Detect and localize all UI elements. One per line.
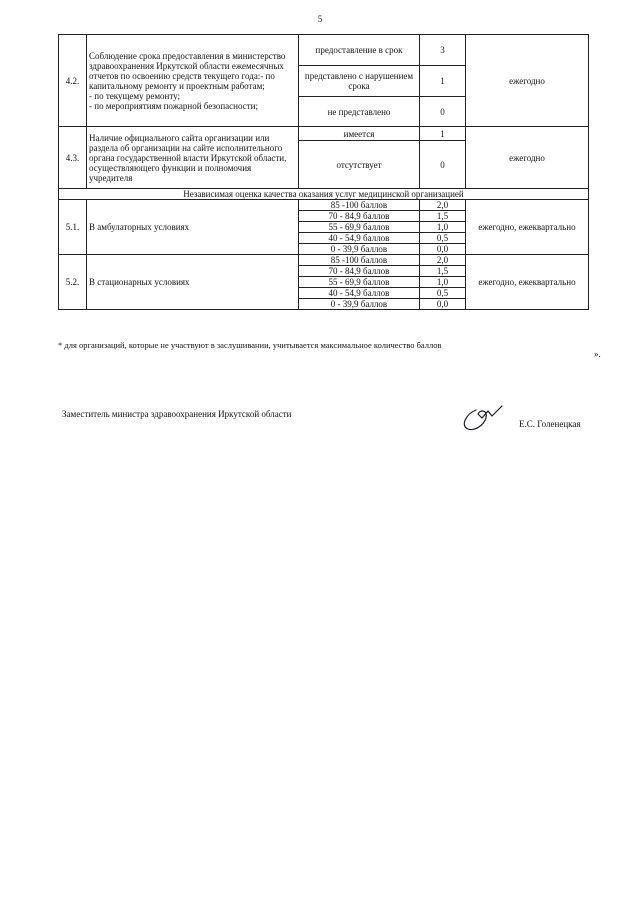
- score-cell: 0,5: [420, 288, 466, 299]
- condition-cell: представлено с нарушением срока: [299, 66, 420, 97]
- row-number: 5.2.: [59, 255, 87, 310]
- period-cell: ежегодно, ежеквартально: [466, 200, 589, 255]
- condition-cell: 40 - 54,9 баллов: [299, 233, 420, 244]
- condition-cell: 40 - 54,9 баллов: [299, 288, 420, 299]
- period-cell: ежегодно: [466, 35, 589, 127]
- condition-cell: предоставление в срок: [299, 35, 420, 66]
- score-cell: 0,0: [420, 299, 466, 310]
- score-cell: 1,0: [420, 222, 466, 233]
- score-cell: 0: [420, 97, 466, 127]
- score-cell: 1,0: [420, 277, 466, 288]
- score-cell: 0: [420, 141, 466, 189]
- condition-cell: имеется: [299, 127, 420, 141]
- row-description: В амбулаторных условиях: [87, 200, 299, 255]
- row-description: Соблюдение срока предоставления в министерство здравоохранения Иркутской области ежемесячных отчетов по освоению средств текущего года:- по капитальному ремонту и проектным работам; - по текущему ремонту; - по мероприятиям пожарной безопасности;: [87, 35, 299, 127]
- footnote: * для организаций, которые не участвуют в заслушивании, учитывается максимальное количество баллов: [58, 340, 442, 350]
- table-row: [59, 127, 589, 141]
- condition-cell: 55 - 69,9 баллов: [299, 222, 420, 233]
- score-cell: 1,5: [420, 266, 466, 277]
- condition-cell: 0 - 39,9 баллов: [299, 299, 420, 310]
- condition-cell: отсутствует: [299, 141, 420, 189]
- score-cell: 1: [420, 127, 466, 141]
- signatory-name: Е.С. Голенецкая: [519, 419, 581, 429]
- period-cell: ежегодно, ежеквартально: [466, 255, 589, 310]
- signatory-title: Заместитель министра здравоохранения Иркутской области: [62, 409, 292, 419]
- condition-cell: 85 -100 баллов: [299, 200, 420, 211]
- condition-cell: 70 - 84,9 баллов: [299, 266, 420, 277]
- section-header-row: [59, 189, 589, 200]
- row-number: 5.1.: [59, 200, 87, 255]
- table-row: [59, 200, 589, 211]
- row-number: 4.3.: [59, 127, 87, 189]
- score-cell: 2,0: [420, 200, 466, 211]
- row-number: 4.2.: [59, 35, 87, 127]
- row-description: В стационарных условиях: [87, 255, 299, 310]
- table-row: [59, 35, 589, 66]
- period-cell: ежегодно: [466, 127, 589, 189]
- condition-cell: 85 -100 баллов: [299, 255, 420, 266]
- condition-cell: 55 - 69,9 баллов: [299, 277, 420, 288]
- page-number: 5: [317, 14, 323, 24]
- score-cell: 0,5: [420, 233, 466, 244]
- score-cell: 1: [420, 66, 466, 97]
- condition-cell: не представлено: [299, 97, 420, 127]
- condition-cell: 0 - 39,9 баллов: [299, 244, 420, 255]
- table-row: [59, 255, 589, 266]
- score-cell: 1,5: [420, 211, 466, 222]
- section-title: Независимая оценка качества оказания услуг медицинской организацией: [59, 189, 589, 200]
- score-cell: 3: [420, 35, 466, 66]
- signature-icon: [458, 404, 506, 434]
- score-cell: 0,0: [420, 244, 466, 255]
- score-cell: 2,0: [420, 255, 466, 266]
- row-description: Наличие официального сайта организации или раздела об организации на сайте исполнительного органа государственной власти Иркутской области, осуществляющего функции и полномочия учредителя: [87, 127, 299, 189]
- criteria-table: [58, 34, 589, 310]
- closing-quote: ».: [594, 349, 601, 359]
- condition-cell: 70 - 84,9 баллов: [299, 211, 420, 222]
